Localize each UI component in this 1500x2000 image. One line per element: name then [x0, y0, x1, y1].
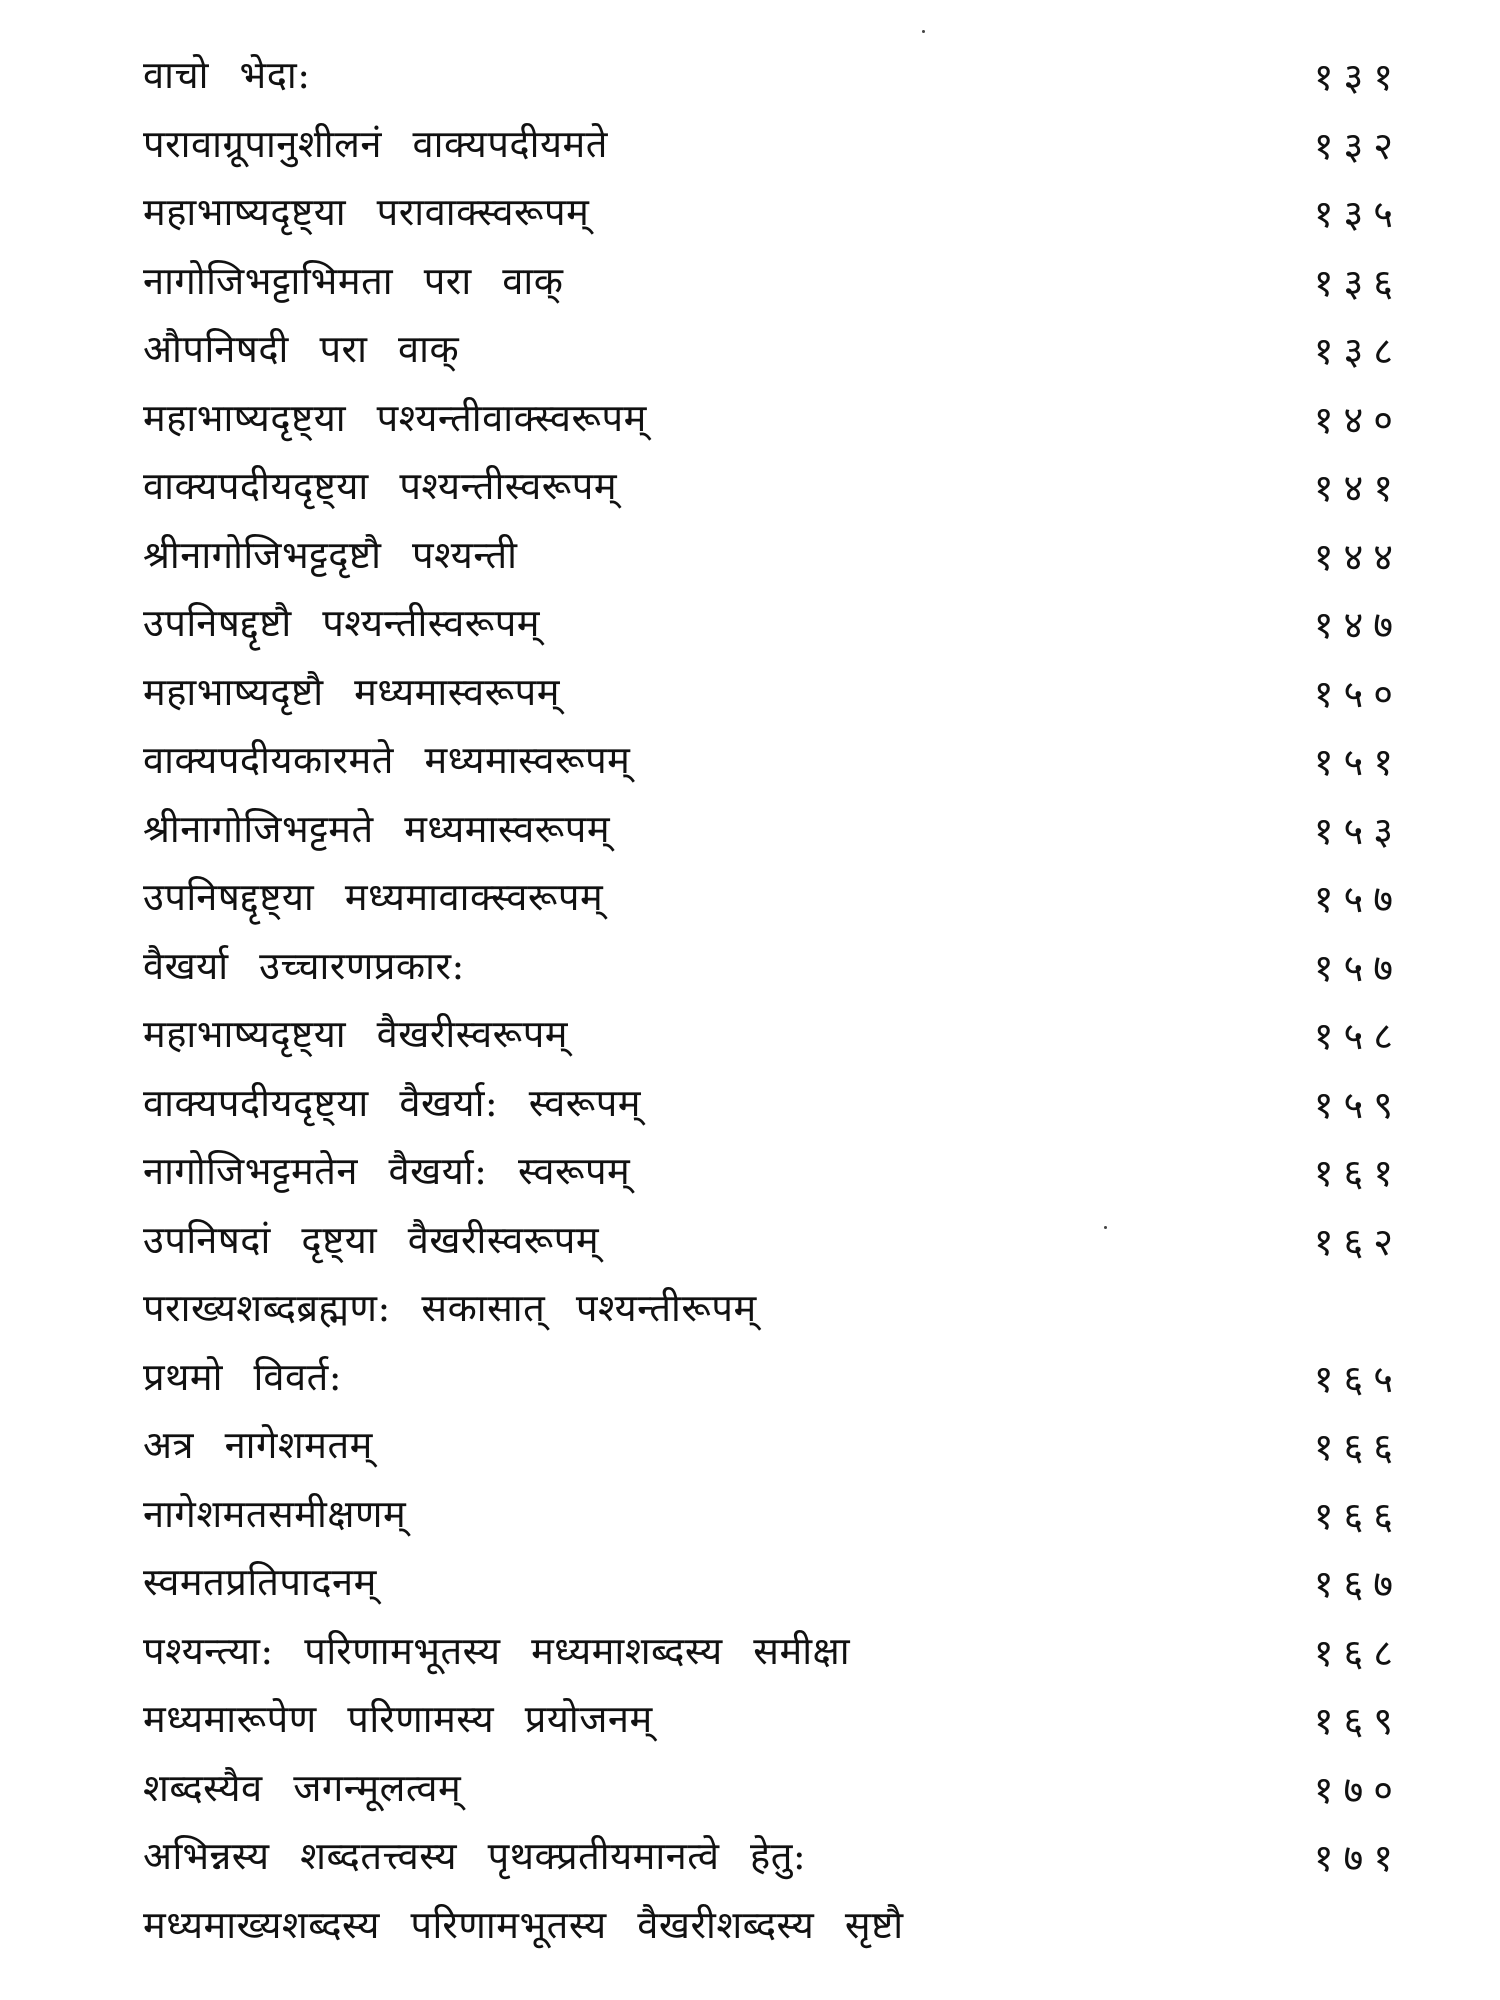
toc-entry — [143, 1892, 1403, 1961]
toc-entry-title: महाभाष्यदृष्ट्या वैखरीस्वरूपम् — [143, 1012, 569, 1057]
toc-entry-page: १६१ — [1313, 1151, 1403, 1196]
toc-entry — [143, 590, 1403, 659]
toc-entry-title: औपनिषदी परा वाक् — [143, 327, 460, 372]
toc-entry-title: स्वमतप्रतिपादनम् — [143, 1560, 377, 1605]
toc-entry — [143, 1138, 1403, 1207]
toc-entry-page: १६५ — [1313, 1356, 1403, 1401]
print-speck — [922, 30, 925, 33]
toc-entry-title: वाक्यपदीयदृष्ट्या वैखर्या: स्वरूपम् — [143, 1080, 642, 1125]
toc-entry-page: १३६ — [1313, 260, 1403, 305]
toc-entry — [143, 1481, 1403, 1550]
toc-entry-title: मध्यमाख्यशब्दस्य परिणामभूतस्य वैखरीशब्दस्य सृष्टौ — [143, 1902, 904, 1947]
toc-entry-page: १३५ — [1313, 192, 1403, 237]
toc-entry — [143, 1275, 1403, 1344]
toc-entry-title: वाक्यपदीयकारमते मध्यमास्वरूपम् — [143, 738, 631, 783]
toc-entry-page: १५३ — [1313, 808, 1403, 853]
toc-entry — [143, 1412, 1403, 1481]
toc-entry-page: १५० — [1313, 671, 1403, 716]
toc-entry-page: १६९ — [1313, 1699, 1403, 1744]
toc-entry-page: १४० — [1313, 397, 1403, 442]
toc-entry-page: १३८ — [1313, 329, 1403, 374]
toc-entry — [143, 1618, 1403, 1687]
toc-entry-page: १३१ — [1313, 55, 1403, 100]
toc-entry-title: वाक्यपदीयदृष्ट्या पश्यन्तीस्वरूपम् — [143, 464, 618, 509]
toc-entry-page: १६६ — [1313, 1425, 1403, 1470]
toc-entry-page: १६६ — [1313, 1493, 1403, 1538]
toc-entry-page: १४४ — [1313, 534, 1403, 579]
toc-entry-title: नागेशमतसमीक्षणम् — [143, 1491, 407, 1536]
toc-entry — [143, 933, 1403, 1002]
toc-entry — [143, 1755, 1403, 1824]
toc-entry-title: मध्यमारूपेण परिणामस्य प्रयोजनम् — [143, 1697, 653, 1742]
toc-entry-title: उपनिषद्दृष्ट्या मध्यमावाक्स्वरूपम् — [143, 875, 604, 920]
toc-entry-page: १६८ — [1313, 1630, 1403, 1675]
toc-entry-page: १४१ — [1313, 466, 1403, 511]
toc-entry — [143, 316, 1403, 385]
toc-entry-title: पश्यन्त्या: परिणामभूतस्य मध्यमाशब्दस्य समीक्षा — [143, 1628, 851, 1673]
toc-entry-title: उपनिषद्दृष्टौ पश्यन्तीस्वरूपम् — [143, 601, 541, 646]
toc-entry-title: प्रथमो विवर्त: — [143, 1354, 343, 1399]
toc-entry — [143, 179, 1403, 248]
toc-entry-title: पराख्यशब्दब्रह्मण: सकासात् पश्यन्तीरूपम् — [143, 1286, 757, 1331]
toc-entry — [143, 1823, 1403, 1892]
toc-entry-page: १६२ — [1313, 1219, 1403, 1264]
toc-entry-title: श्रीनागोजिभट्टदृष्टौ पश्यन्ती — [143, 532, 518, 577]
toc-entry — [143, 1001, 1403, 1070]
toc-entry-title: महाभाष्यदृष्ट्या परावाक्स्वरूपम् — [143, 190, 590, 235]
toc-entry-title: महाभाष्यदृष्ट्या पश्यन्तीवाक्स्वरूपम् — [143, 395, 647, 440]
toc-entry-page: १६७ — [1313, 1562, 1403, 1607]
toc-entry-title: वैखर्या उच्चारणप्रकार: — [143, 943, 465, 988]
toc-entry-title: महाभाष्यदृष्टौ मध्यमास्वरूपम् — [143, 669, 560, 714]
toc-entry — [143, 796, 1403, 865]
toc-entry-title: अभिन्नस्य शब्दतत्त्वस्य पृथक्प्रतीयमानत्वे हेतु: — [143, 1834, 807, 1879]
toc-entry-title: उपनिषदां दृष्ट्या वैखरीस्वरूपम् — [143, 1217, 600, 1262]
toc-entry-title: अत्र नागेशमतम् — [143, 1423, 373, 1468]
toc-entry-page: १५१ — [1313, 740, 1403, 785]
toc-entry-page: १७० — [1313, 1767, 1403, 1812]
toc-entry-page: १४७ — [1313, 603, 1403, 648]
toc-entry — [143, 1686, 1403, 1755]
toc-entry — [143, 727, 1403, 796]
toc-entry-page: १५७ — [1313, 945, 1403, 990]
toc-entry — [143, 659, 1403, 728]
toc-entry — [143, 111, 1403, 180]
toc-entry — [143, 1070, 1403, 1139]
toc-entry — [143, 1344, 1403, 1413]
toc-entry — [143, 1549, 1403, 1618]
toc-entry — [143, 385, 1403, 454]
toc-entry-page: १३२ — [1313, 123, 1403, 168]
toc-entry-title: नागोजिभट्टमतेन वैखर्या: स्वरूपम् — [143, 1149, 631, 1194]
toc-entry-title: शब्दस्यैव जगन्मूलत्वम् — [143, 1765, 462, 1810]
toc-entry-page: १७१ — [1313, 1836, 1403, 1881]
toc-entry-title: नागोजिभट्टाभिमता परा वाक् — [143, 258, 564, 303]
toc-entry — [143, 864, 1403, 933]
toc-entry — [143, 1207, 1403, 1276]
toc-entry — [143, 248, 1403, 317]
toc-entry-page: १५९ — [1313, 1082, 1403, 1127]
toc-entry — [143, 522, 1403, 591]
toc-entry-title: श्रीनागोजिभट्टमते मध्यमास्वरूपम् — [143, 806, 611, 851]
toc-entry — [143, 42, 1403, 111]
toc-entry-page: १५८ — [1313, 1014, 1403, 1059]
toc-entry — [143, 453, 1403, 522]
table-of-contents — [143, 42, 1403, 1960]
toc-entry-page: १५७ — [1313, 877, 1403, 922]
toc-entry-title: वाचो भेदा: — [143, 53, 311, 98]
toc-entry-title: परावाग्रूपानुशीलनं वाक्यपदीयमते — [143, 121, 608, 166]
